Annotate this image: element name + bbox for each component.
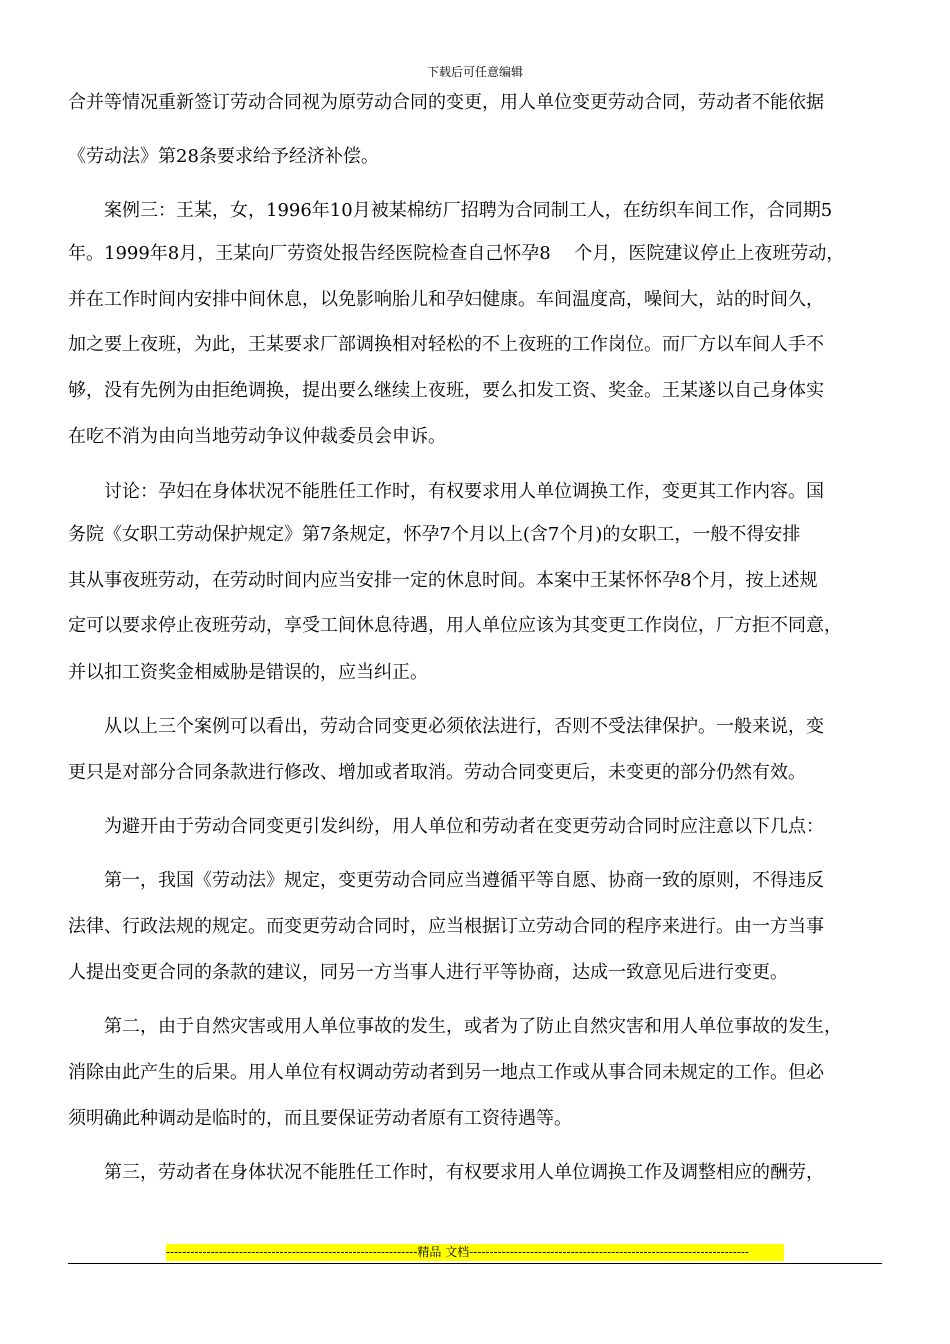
text-line: 消除由此产生的后果。用人单位有权调动劳动者到另一地点工作或从事合同未规定的工作。但必 [68,1062,824,1083]
text-line: 须明确此种调动是临时的，而且要保证劳动者原有工资待遇等。 [68,1108,572,1129]
text-line: 加之要上夜班，为此，王某要求厂部调换相对轻松的不上夜班的工作岗位。而厂方以车间人手不 [68,334,824,355]
text-line: 更只是对部分合同条款进行修改、增加或者取消。劳动合同变更后，未变更的部分仍然有效。 [68,762,806,783]
text-line: 够，没有先例为由拒绝调换，提出要么继续上夜班，要么扣发工资、奖金。王某遂以自己身体实 [68,380,824,401]
footer-banner: --------------------------------------------------------------精品 文档--------------------------------------------------------------------- [166,1244,784,1261]
text-line: 人提出变更合同的条款的建议，同另一方当事人进行平等协商，达成一致意见后进行变更。 [68,962,788,983]
text-line: 定可以要求停止夜班劳动，享受工间休息待遇，用人单位应该为其变更工作岗位，厂方拒不同意， [68,615,842,636]
header-note: 下载后可任意编辑 [426,65,523,79]
text-line: 务院《女职工劳动保护规定》第7条规定，怀孕7个月以上(含7个月)的女职工，一般不得安排 [68,524,801,545]
text-line: 并以扣工资奖金相威胁是错误的，应当纠正。 [68,662,428,683]
footer-divider [68,1263,882,1264]
text-line: 法律、行政法规的规定。而变更劳动合同时，应当根据订立劳动合同的程序来进行。由一方当事 [68,916,824,937]
text-line: 案例三：王某，女，1996年10月被某棉纺厂招聘为合同制工人，在纺织车间工作，合同期5 [68,200,833,221]
text-line: 其从事夜班劳动，在劳动时间内应当安排一定的休息时间。本案中王某怀怀孕8个月，按上述规 [68,570,818,591]
text-line: 从以上三个案例可以看出，劳动合同变更必须依法进行，否则不受法律保护。一般来说，变 [68,716,824,737]
text-line: 年。1999年8月，王某向厂劳资处报告经医院检查自己怀孕8 个月，医院建议停止上夜班劳动， [68,243,845,264]
text-line: 《劳动法》第28条要求给予经济补偿。 [68,146,379,167]
text-line: 讨论：孕妇在身体状况不能胜任工作时，有权要求用人单位调换工作，变更其工作内容。国 [68,481,824,502]
text-line: 第三，劳动者在身体状况不能胜任工作时，有权要求用人单位调换工作及调整相应的酬劳， [68,1162,824,1183]
text-line: 合并等情况重新签订劳动合同视为原劳动合同的变更，用人单位变更劳动合同，劳动者不能依据 [68,92,824,113]
text-line: 并在工作时间内安排中间休息，以免影响胎儿和孕妇健康。车间温度高，噪间大，站的时间久， [68,289,824,310]
text-line: 第一，我国《劳动法》规定，变更劳动合同应当遵循平等自愿、协商一致的原则，不得违反 [68,870,824,891]
text-line: 为避开由于劳动合同变更引发纠纷，用人单位和劳动者在变更劳动合同时应注意以下几点： [68,816,824,837]
text-line: 在吃不消为由向当地劳动争议仲裁委员会申诉。 [68,426,446,447]
text-line: 第二，由于自然灾害或用人单位事故的发生，或者为了防止自然灾害和用人单位事故的发生， [68,1016,842,1037]
